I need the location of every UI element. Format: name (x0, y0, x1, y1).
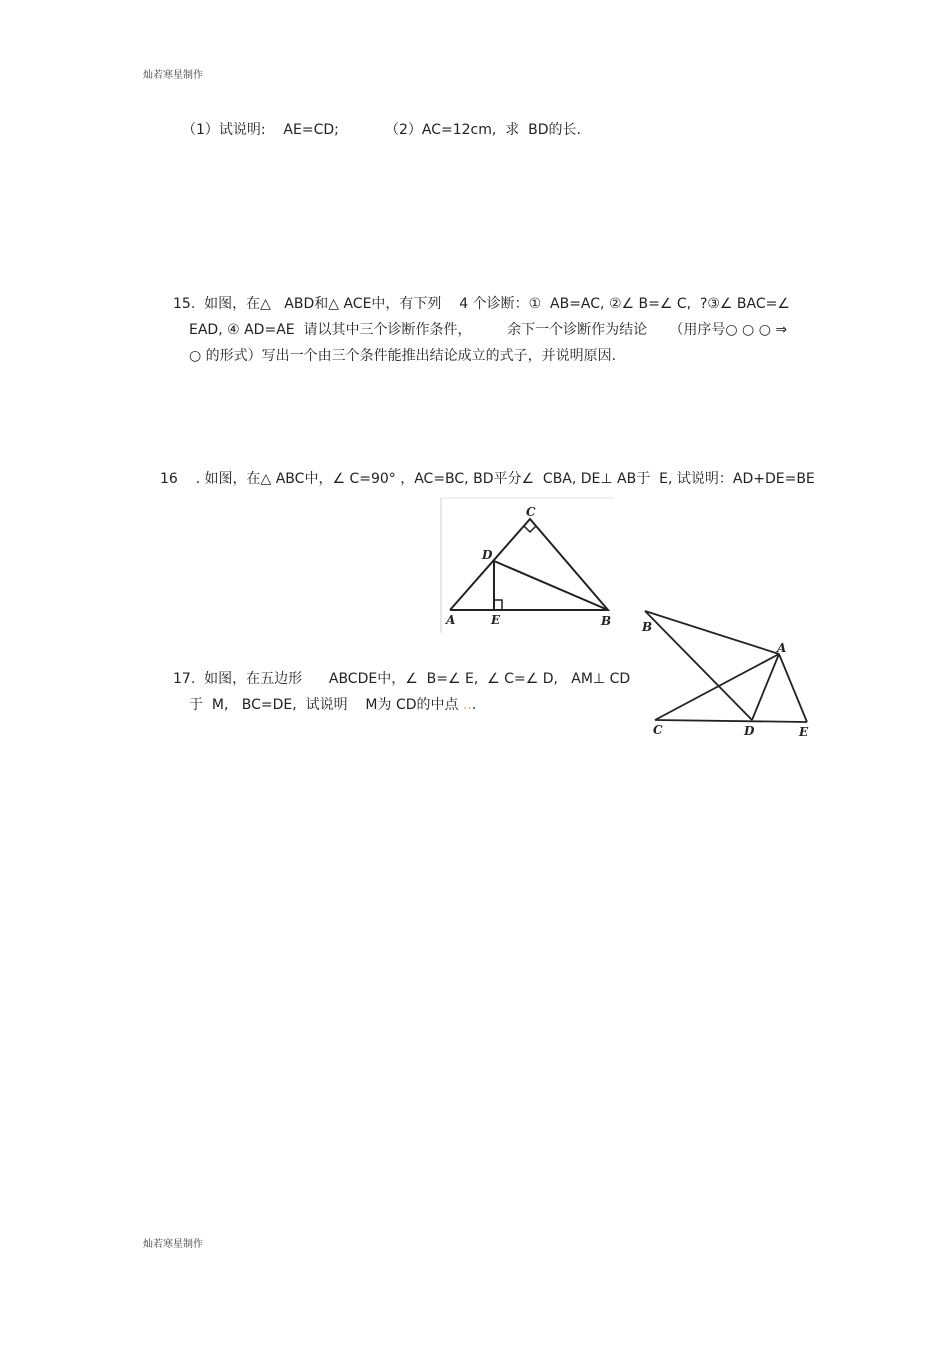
label-d: D (482, 548, 493, 562)
q15-line3: ○ 的形式）写出一个由三个条件能推出结论成立的式子，并说明原因. (189, 348, 617, 364)
q14-part1: （1）试说明: AE=CD; (182, 122, 339, 138)
q16-triangle-figure (438, 495, 618, 637)
right-angle-c (524, 526, 536, 532)
q15-line2: EAD, ④ AD=AE 请以其中三个诊断作条件， 余下一个诊断作为结论 （用序号○ ○ ○ ⇒ (189, 322, 788, 338)
q17-pentagon-figure (636, 602, 818, 744)
q15-line1: 15. 如图，在△ ABD和△ ACE中，有下列 4 个诊断：① AB=AC, ②∠ B=∠ C, ?③∠ BAC=∠ (173, 296, 790, 312)
q17-line2-mark: .. (462, 697, 472, 713)
segment-bd (494, 561, 608, 610)
q14-part2: （2）AC=12cm, 求 BD的长. (385, 122, 581, 138)
right-angle-e (494, 600, 502, 610)
page-footer: 灿若寒星制作 (143, 1239, 203, 1250)
q17-line2-end: . (471, 697, 477, 713)
segment-ce (655, 720, 807, 722)
label-e: E (799, 725, 809, 739)
label-a: A (446, 613, 456, 627)
segment-ca (655, 654, 779, 720)
label-b: B (601, 614, 612, 628)
q16-line1: 16 . 如图，在△ ABC中，∠ C=90° ，AC=BC, BD平分∠ CBA, DE⊥ AB于 E, 试说明：AD+DE=BE (160, 471, 815, 487)
q17-line2 (189, 696, 476, 714)
segment-ae (779, 654, 807, 722)
label-c: C (526, 505, 536, 519)
page-header: 灿若寒星制作 (143, 70, 203, 81)
triangle-abc (450, 519, 608, 610)
label-a: A (777, 641, 787, 655)
q17-line1: 17. 如图，在五边形 ABCDE中，∠ B=∠ E, ∠ C=∠ D, AM⊥ CD (173, 671, 631, 687)
label-e: E (491, 613, 501, 627)
label-b: B (642, 620, 653, 634)
label-c: C (653, 723, 663, 737)
q17-line2-text: 于 M, BC=DE, 试说明 M为 CD的中点 (189, 697, 463, 713)
segment-ad (752, 654, 779, 720)
label-d: D (744, 724, 755, 738)
